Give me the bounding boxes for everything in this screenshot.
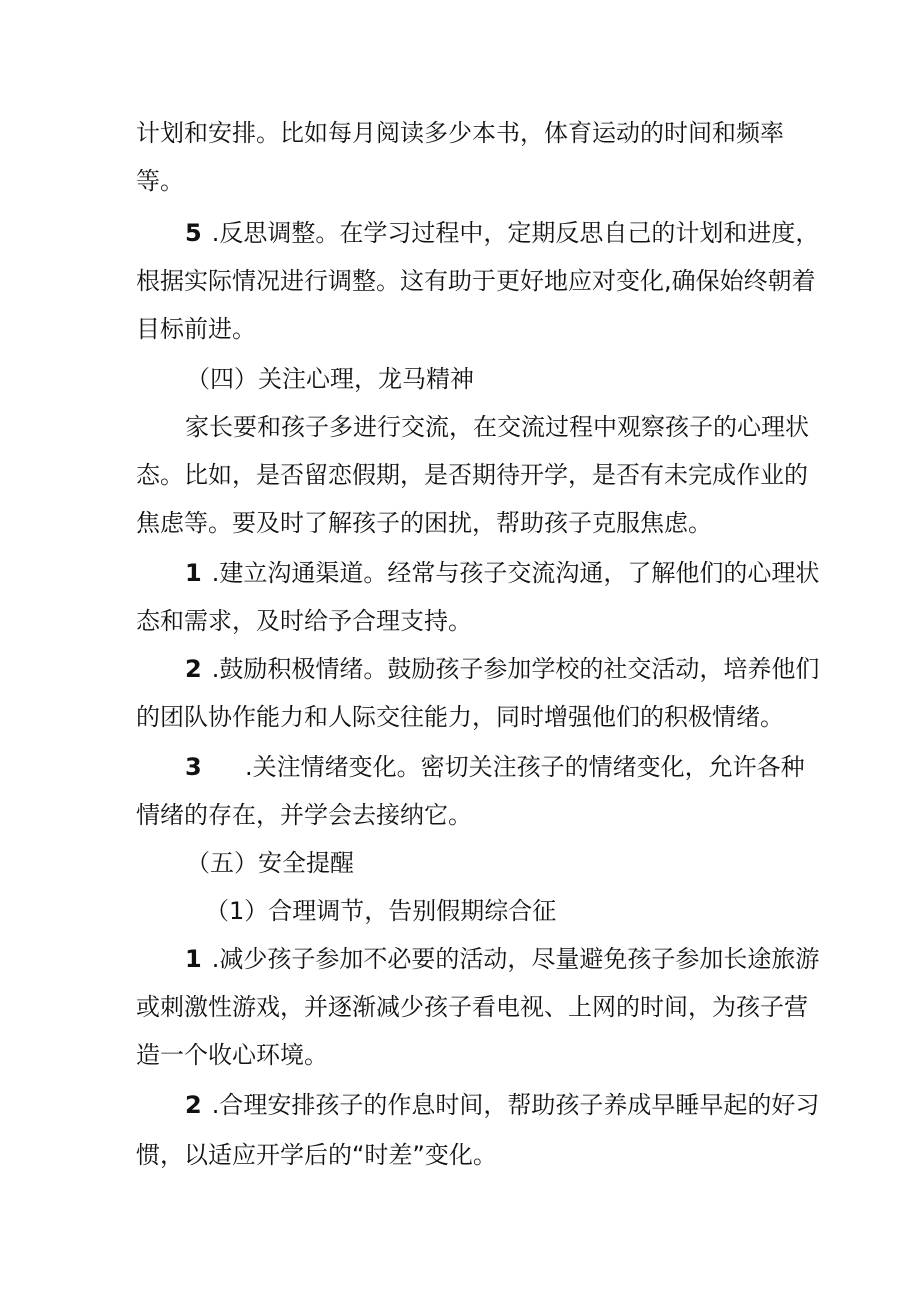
paragraph-line: 计划和安排。比如每月阅读多少本书，体育运动的时间和频率 xyxy=(136,119,784,147)
paragraph-line: 造一个收心环境。 xyxy=(136,1041,328,1069)
item-number: 5 xyxy=(185,219,202,247)
list-item-3: 3 .关注情绪变化。密切关注孩子的情绪变化，允许各种 xyxy=(185,753,805,781)
paragraph-line: 情绪的存在，并学会去接纳它。 xyxy=(136,801,472,829)
section-heading-5: （五）安全提醒 xyxy=(186,849,354,877)
paragraph-line: 目标前进。 xyxy=(136,315,256,343)
list-item-1: 1 .建立沟通渠道。经常与孩子交流沟通，了解他们的心理状 xyxy=(185,559,820,587)
list-item-2: 2 .鼓励积极情绪。鼓励孩子参加学校的社交活动，培养他们 xyxy=(185,655,820,683)
paragraph-line: 的团队协作能力和人际交往能力，同时增强他们的积极情绪。 xyxy=(136,703,784,731)
paragraph-line: 态和需求，及时给予合理支持。 xyxy=(136,607,472,635)
item-number: 3 xyxy=(185,753,202,781)
paragraph-line: 等。 xyxy=(136,167,184,195)
section-heading-4: （四）关注心理，龙马精神 xyxy=(186,365,474,393)
item-number: 2 xyxy=(185,1091,202,1119)
list-item-5: 5 .反思调整。在学习过程中，定期反思自己的计划和进度， xyxy=(185,219,820,247)
item-number: 1 xyxy=(185,559,202,587)
paragraph-line: 根据实际情况进行调整。这有助于更好地应对变化,确保始终朝着 xyxy=(136,267,816,295)
paragraph-line: 态。比如，是否留恋假期，是否期待开学，是否有未完成作业的 xyxy=(136,461,808,489)
list-item-2: 2 .合理安排孩子的作息时间，帮助孩子养成早睡早起的好习 xyxy=(185,1091,820,1119)
item-number: 1 xyxy=(185,945,202,973)
paragraph-line: 焦虑等。要及时了解孩子的困扰，帮助孩子克服焦虑。 xyxy=(136,509,712,537)
paragraph-line: 家长要和孩子多进行交流，在交流过程中观察孩子的心理状 xyxy=(185,413,809,441)
list-item-1: 1 .减少孩子参加不必要的活动，尽量避免孩子参加长途旅游 xyxy=(185,945,820,973)
item-number: 2 xyxy=(185,655,202,683)
subsection-heading: （1）合理调节，告别假期综合征 xyxy=(205,897,557,925)
paragraph-line: 惯，以适应开学后的“时差”变化。 xyxy=(136,1141,497,1169)
paragraph-line: 或刺激性游戏，并逐渐减少孩子看电视、上网的时间，为孩子营 xyxy=(136,993,808,1021)
